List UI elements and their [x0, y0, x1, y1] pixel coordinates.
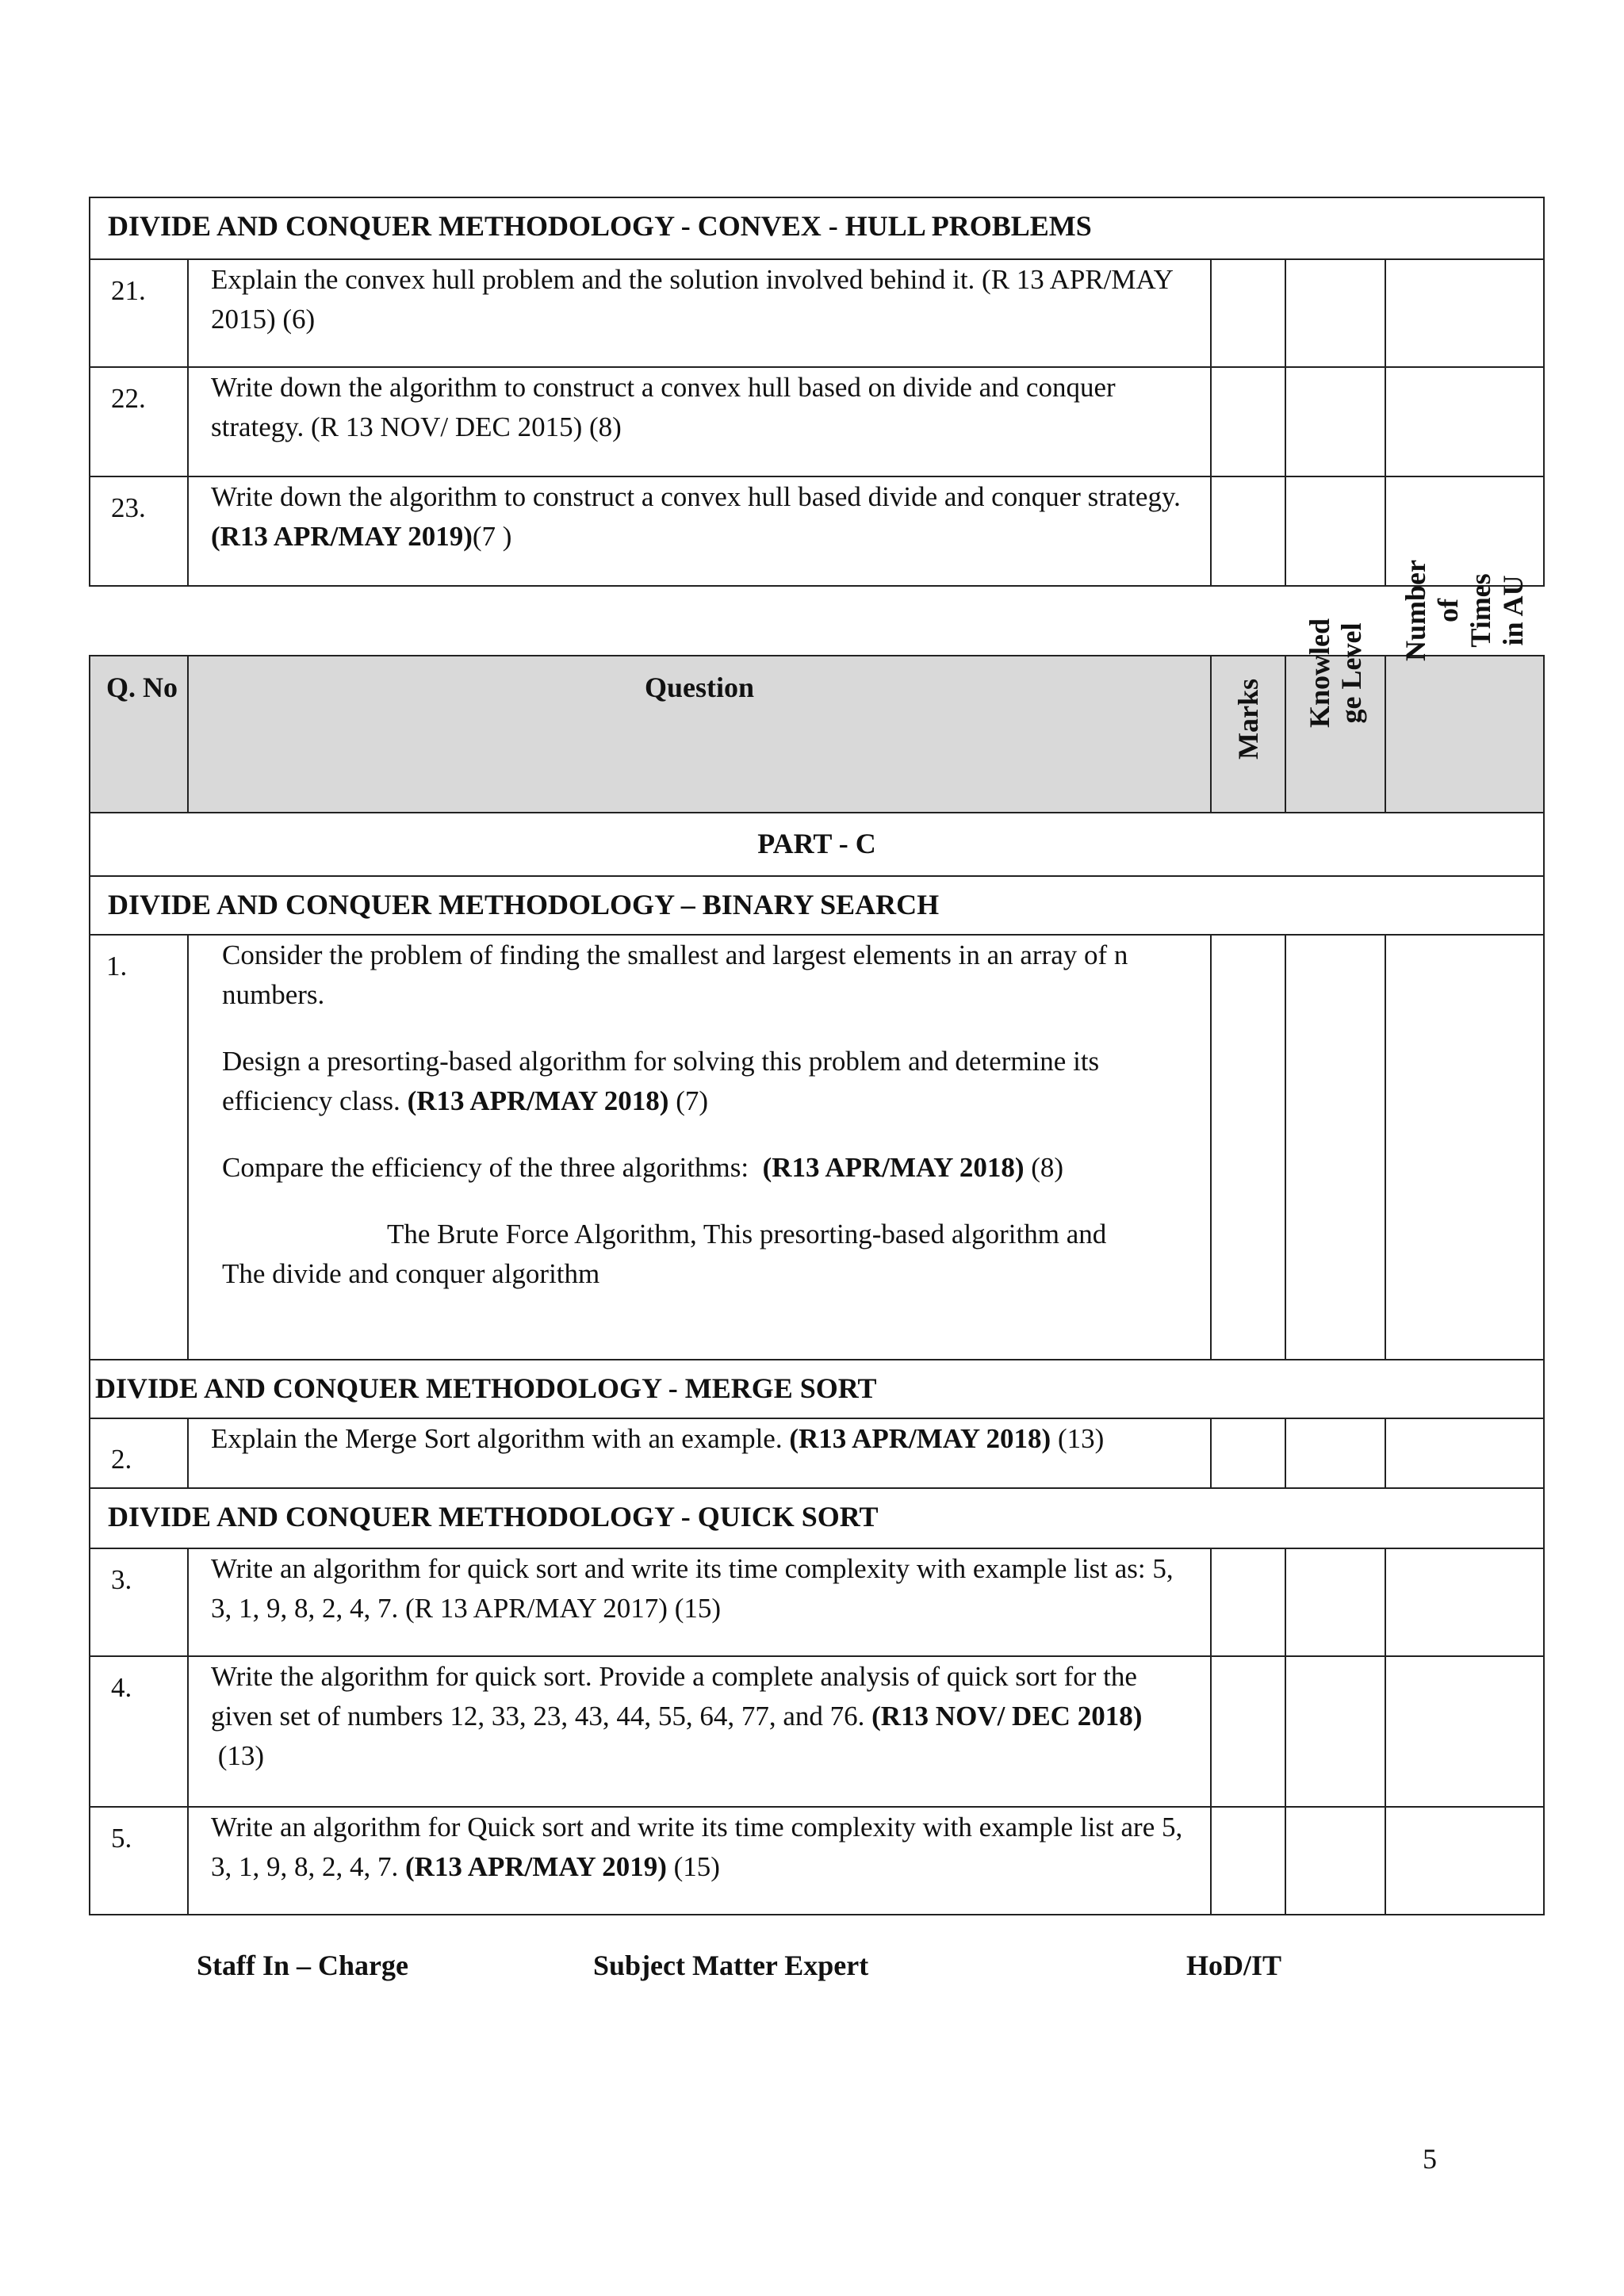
header-times-in-au: [1385, 560, 1544, 813]
question-paragraph: The divide and conquer algorithm: [222, 1258, 600, 1289]
exam-reference: (R13 APR/MAY 2019): [405, 1851, 667, 1882]
marks-allotted: (7): [676, 1085, 709, 1116]
convex-hull-table: [89, 197, 1545, 587]
exam-reference: (R13 APR/MAY 2019): [211, 521, 473, 552]
question-number: 4.: [90, 1656, 188, 1807]
header-times-line3: Times: [1465, 573, 1496, 648]
question-text: [188, 1418, 1211, 1488]
header-knowledge-line1: Knowled: [1304, 618, 1335, 728]
exam-reference: (R13 NOV/ DEC 2018): [871, 1701, 1143, 1732]
header-qno: Q. No: [90, 656, 188, 813]
question-number: 2.: [90, 1418, 188, 1488]
question-number: 23.: [90, 476, 188, 586]
knowledge-cell: [1285, 1656, 1385, 1807]
question-body: Compare the efficiency of the three algorithms:: [222, 1152, 749, 1183]
marks-allotted: (8): [1031, 1152, 1064, 1183]
question-number: 1.: [90, 935, 188, 1360]
marks-cell: [1211, 1656, 1285, 1807]
question-body: Explain the Merge Sort algorithm with an example.: [211, 1423, 783, 1454]
exam-reference: (R13 APR/MAY 2018): [407, 1085, 669, 1116]
staff-in-charge-label: Staff In – Charge: [197, 1950, 408, 1981]
question-text: [188, 1656, 1211, 1807]
knowledge-cell: [1285, 476, 1385, 586]
exam-reference: (R13 APR/MAY 2018): [762, 1152, 1025, 1183]
question-text: Write down the algorithm to construct a convex hull based on divide and conquer strategy. (R 13 NOV/ DEC 2015) (8): [188, 367, 1211, 476]
knowledge-cell: [1285, 1418, 1385, 1488]
table-row: [90, 1418, 1544, 1488]
part-c-heading: PART - C: [90, 813, 1544, 876]
section-title-binary-search: DIVIDE AND CONQUER METHODOLOGY – BINARY SEARCH: [90, 876, 1544, 935]
question-body: Write the algorithm for quick sort. Provide a complete analysis of quick sort for the given set of numbers 12, 33, 23, 43, 44, 55, 64, 77, and 76.: [211, 1661, 1137, 1732]
header-knowledge-level: [1285, 618, 1385, 813]
marks-allotted: (15): [673, 1851, 720, 1882]
knowledge-cell: [1285, 367, 1385, 476]
times-cell: [1385, 1548, 1544, 1656]
question-body: Design a presorting-based algorithm for solving this problem and determine its efficiency class.: [222, 1046, 1100, 1116]
marks-cell: [1211, 259, 1285, 367]
header-times-line2: of: [1432, 599, 1464, 622]
table-row: [90, 1548, 1544, 1656]
header-marks-label: Marks: [1232, 679, 1264, 760]
question-text: [188, 1807, 1211, 1915]
question-number: 22.: [90, 367, 188, 476]
times-cell: [1385, 1656, 1544, 1807]
table-row: [90, 935, 1544, 1360]
marks-cell: [1211, 1418, 1285, 1488]
table-row: [90, 367, 1544, 476]
question-number: 5.: [90, 1807, 188, 1915]
marks-allotted: (13): [217, 1740, 265, 1771]
times-cell: [1385, 1807, 1544, 1915]
header-times-line4: in AU: [1497, 575, 1529, 646]
header-times-line1: Number: [1400, 560, 1431, 661]
section-title-quick-sort: DIVIDE AND CONQUER METHODOLOGY - QUICK SORT: [90, 1488, 1544, 1548]
question-text: [188, 476, 1211, 586]
question-number: 21.: [90, 259, 188, 367]
knowledge-cell: [1285, 935, 1385, 1360]
marks-allotted: (13): [1057, 1423, 1105, 1454]
question-text: Write an algorithm for quick sort and write its time complexity with example list as: 5, 3, 1, 9, 8, 2, 4, 7. (R 13 APR/MAY 2017) (15): [188, 1548, 1211, 1656]
hod-label: HoD/IT: [1186, 1950, 1282, 1981]
times-cell: [1385, 259, 1544, 367]
times-cell: [1385, 1418, 1544, 1488]
section-title-merge-sort: DIVIDE AND CONQUER METHODOLOGY - MERGE SORT: [90, 1360, 1544, 1418]
question-text: Explain the convex hull problem and the solution involved behind it. (R 13 APR/MAY 2015) (6): [188, 259, 1211, 367]
question-paragraph: Consider the problem of finding the smallest and largest elements in an array of n numbers.: [222, 939, 1128, 1010]
times-cell: [1385, 367, 1544, 476]
question-paragraph: [222, 1148, 1201, 1188]
header-times-label: [1400, 560, 1530, 661]
knowledge-cell: [1285, 1807, 1385, 1915]
part-c-table: [89, 560, 1545, 1915]
question-text: [188, 935, 1211, 1360]
header-question: Question: [188, 656, 1211, 813]
question-body: Write down the algorithm to construct a convex hull based divide and conquer strategy.: [211, 481, 1181, 512]
question-number: 3.: [90, 1548, 188, 1656]
subject-matter-expert-label: Subject Matter Expert: [593, 1950, 869, 1981]
marks-cell: [1211, 1807, 1285, 1915]
times-cell: [1385, 935, 1544, 1360]
section-title-convex-hull: DIVIDE AND CONQUER METHODOLOGY - CONVEX - HULL PROBLEMS: [90, 197, 1544, 259]
table-row: [90, 476, 1544, 586]
question-body: Write an algorithm for Quick sort and write its time complexity with example list are 5, 3, 1, 9, 8, 2, 4, 7.: [211, 1812, 1183, 1882]
header-knowledge-line2: ge Level: [1335, 622, 1367, 724]
knowledge-cell: [1285, 1548, 1385, 1656]
table-row: [90, 1807, 1544, 1915]
question-paragraph: The Brute Force Algorithm, This presorting-based algorithm and: [387, 1219, 1107, 1249]
marks-cell: [1211, 367, 1285, 476]
marks-cell: [1211, 1548, 1285, 1656]
knowledge-cell: [1285, 259, 1385, 367]
marks-cell: [1211, 935, 1285, 1360]
marks-allotted: (7 ): [472, 521, 512, 552]
question-paragraph: [222, 1042, 1201, 1121]
table-row: [90, 1656, 1544, 1807]
table-header-row: [90, 656, 1544, 813]
header-marks: [1211, 656, 1285, 813]
exam-reference: (R13 APR/MAY 2018): [789, 1423, 1051, 1454]
marks-cell: [1211, 476, 1285, 586]
table-row: [90, 259, 1544, 367]
header-knowledge-label: [1304, 618, 1367, 728]
page-number: 5: [1423, 2143, 1437, 2175]
